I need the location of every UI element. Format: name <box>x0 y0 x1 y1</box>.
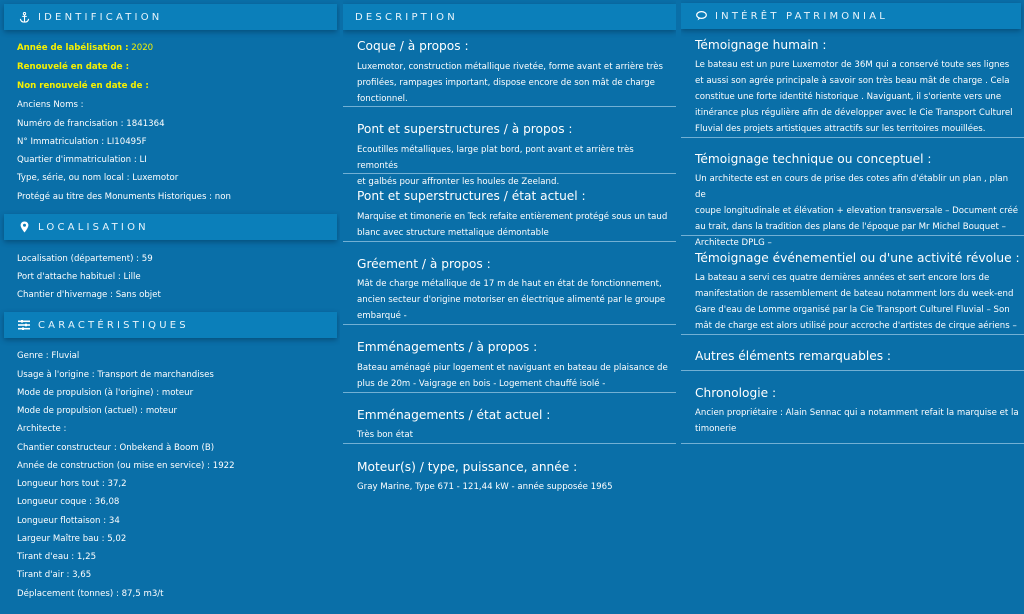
divider <box>681 443 1024 444</box>
fittings-about-text: Bateau aménagé piur logement et naviguant en bateau de plaisance de plus de 20m - Vaigrage en bois - Logement chauffé isolé - <box>357 363 668 389</box>
divider <box>343 106 676 107</box>
deck-about-title: Pont et superstructures / à propos : <box>357 122 573 136</box>
divider <box>681 137 1024 138</box>
description-header <box>343 4 676 30</box>
patrimonial-header <box>681 3 1021 29</box>
identification-title: IDENTIFICATION <box>38 11 163 23</box>
identity-column <box>0 0 340 614</box>
deck-state-text: Marquise et timonerie en Teck refaite entièrement protégé sous un taud blanc avec structure mettalique démontable <box>357 212 668 238</box>
historic-monument-field: Protégé au titre des Monuments Historiques : non <box>17 192 231 202</box>
other-remarkable-title: Autres éléments remarquables : <box>695 349 892 363</box>
comment-icon <box>693 11 709 21</box>
former-names-field: Anciens Noms : <box>17 100 84 110</box>
description-title: DESCRIPTION <box>355 11 458 23</box>
department-field: Localisation (département) : 59 <box>17 254 153 264</box>
divider <box>681 370 1024 371</box>
displacement-field: Déplacement (tonnes) : 87,5 m3/t <box>17 589 164 599</box>
home-port-field: Port d'attache habituel : Lille <box>17 272 141 282</box>
engine-title: Moteur(s) / type, puissance, année : <box>357 460 578 474</box>
divider <box>343 443 676 444</box>
architect-field: Architecte : <box>17 424 67 434</box>
technical-testimony-text: Un architecte est en cours de prise des cotes afin d'établir un plan , plan de coupe longitudinale et élévation + elevation transversale – Document créé au trait, dans la tradition des plans de l'époque par Mr Michel Bouquet – Architecte DPLG – <box>695 174 1019 248</box>
fittings-state-text: Très bon état <box>357 430 414 440</box>
chronology-title: Chronologie : <box>695 386 777 400</box>
hull-about-title: Coque / à propos : <box>357 39 469 53</box>
rigging-about-text: Mât de charge métallique de 17 m de haut en état de fonctionnement, ancien secteur d'origine motoriser en électrique alimenté par le groupe embarqué - <box>357 279 666 321</box>
original-use-field: Usage à l'origine : Transport de marchandises <box>17 370 214 380</box>
shipyard-field: Chantier constructeur : Onbekend à Boom (B) <box>17 443 215 453</box>
map-marker-icon <box>16 221 32 233</box>
divider <box>343 324 676 325</box>
current-propulsion-field: Mode de propulsion (actuel) : moteur <box>17 406 178 416</box>
divider <box>343 241 676 242</box>
registration-number-field: N° Immatriculation : LI10495F <box>17 137 147 147</box>
renewed-date-label: Renouvelé en date de : <box>17 62 130 72</box>
francisation-number-field: Numéro de francisation : 1841364 <box>17 119 165 129</box>
sliders-icon <box>16 320 32 330</box>
deck-state-title: Pont et superstructures / état actuel : <box>357 189 586 203</box>
divider <box>343 173 676 174</box>
beam-field: Largeur Maître bau : 5,02 <box>17 534 127 544</box>
registration-district-field: Quartier d'immatriculation : LI <box>17 155 147 165</box>
label-year-label: Année de labélisation : 2020 <box>17 43 154 53</box>
event-testimony-title: Témoignage événementiel ou d'une activité révolue : <box>695 251 1020 265</box>
hull-length-field: Longueur coque : 36,08 <box>17 497 120 507</box>
deck-about-text: Ecoutilles métalliques, large plat bord, pont avant et arrière très remontés et galbés pour affronter les houles de Zeeland. <box>357 145 634 187</box>
hull-about-text: Luxemotor, construction métallique rivetée, forme avant et arrière très profilées, rampages important, dispose encore de son mât de charge fonctionnel. <box>357 62 664 104</box>
patrimonial-title: INTÉRÊT PATRIMONIAL <box>715 10 889 22</box>
event-testimony-text: La bateau a servi ces quatre dernières années et sert encore lors de manifestation de rassemblement de bateau notamment lors du week-end Gare d'eau de Lomme organisé par la Cie Transport Culturel Fluvial – Son mât de charge est alors utilisé pour accroche d'artistes de cirque aériens – <box>695 273 1017 331</box>
technical-testimony-title: Témoignage technique ou conceptuel : <box>695 152 932 166</box>
overall-length-field: Longueur hors tout : 37,2 <box>17 479 127 489</box>
human-testimony-text: Le bateau est un pure Luxemotor de 36M qui a conservé toute ses lignes et aussi son agrée principale à savoir son très beau mât de charge . Cela constitue une forte identité historique . Naviguant, il s'oriente vers une itinérance plus régulière afin de développer avec le Cie Transport Culturel Fluvial des projets artistiques attractifs sur les territoires mouillées. <box>695 60 1013 134</box>
air-draft-field: Tirant d'air : 3,65 <box>17 570 92 580</box>
original-propulsion-field: Mode de propulsion (à l'origine) : moteur <box>17 388 194 398</box>
divider <box>343 392 676 393</box>
wintering-site-field: Chantier d'hivernage : Sans objet <box>17 290 161 300</box>
description-column <box>343 0 676 614</box>
fittings-about-title: Emménagements / à propos : <box>357 340 538 354</box>
divider <box>681 334 1024 335</box>
draft-field: Tirant d'eau : 1,25 <box>17 552 97 562</box>
identification-header <box>4 4 337 30</box>
chronology-text: Ancien propriétaire : Alain Sennac qui a notamment refait la marquise et la timonerie <box>695 408 1019 434</box>
genre-field: Genre : Fluvial <box>17 351 80 361</box>
anchor-icon <box>16 12 32 23</box>
human-testimony-title: Témoignage humain : <box>695 38 827 52</box>
rigging-about-title: Gréement / à propos : <box>357 257 491 271</box>
fittings-state-title: Emménagements / état actuel : <box>357 408 551 422</box>
localisation-title: LOCALISATION <box>38 221 149 233</box>
waterline-length-field: Longueur flottaison : 34 <box>17 516 120 526</box>
boat-type-field: Type, série, ou nom local : Luxemotor <box>17 173 179 183</box>
caracteristiques-header <box>4 312 337 338</box>
caracteristiques-title: CARACTÉRISTIQUES <box>38 319 189 331</box>
heritage-column <box>681 0 1024 614</box>
not-renewed-date-label: Non renouvelé en date de : <box>17 81 149 91</box>
divider <box>681 235 1024 236</box>
localisation-header <box>4 214 337 240</box>
engine-text: Gray Marine, Type 671 - 121,44 kW - année supposée 1965 <box>357 482 613 492</box>
construction-year-field: Année de construction (ou mise en service) : 1922 <box>17 461 235 471</box>
